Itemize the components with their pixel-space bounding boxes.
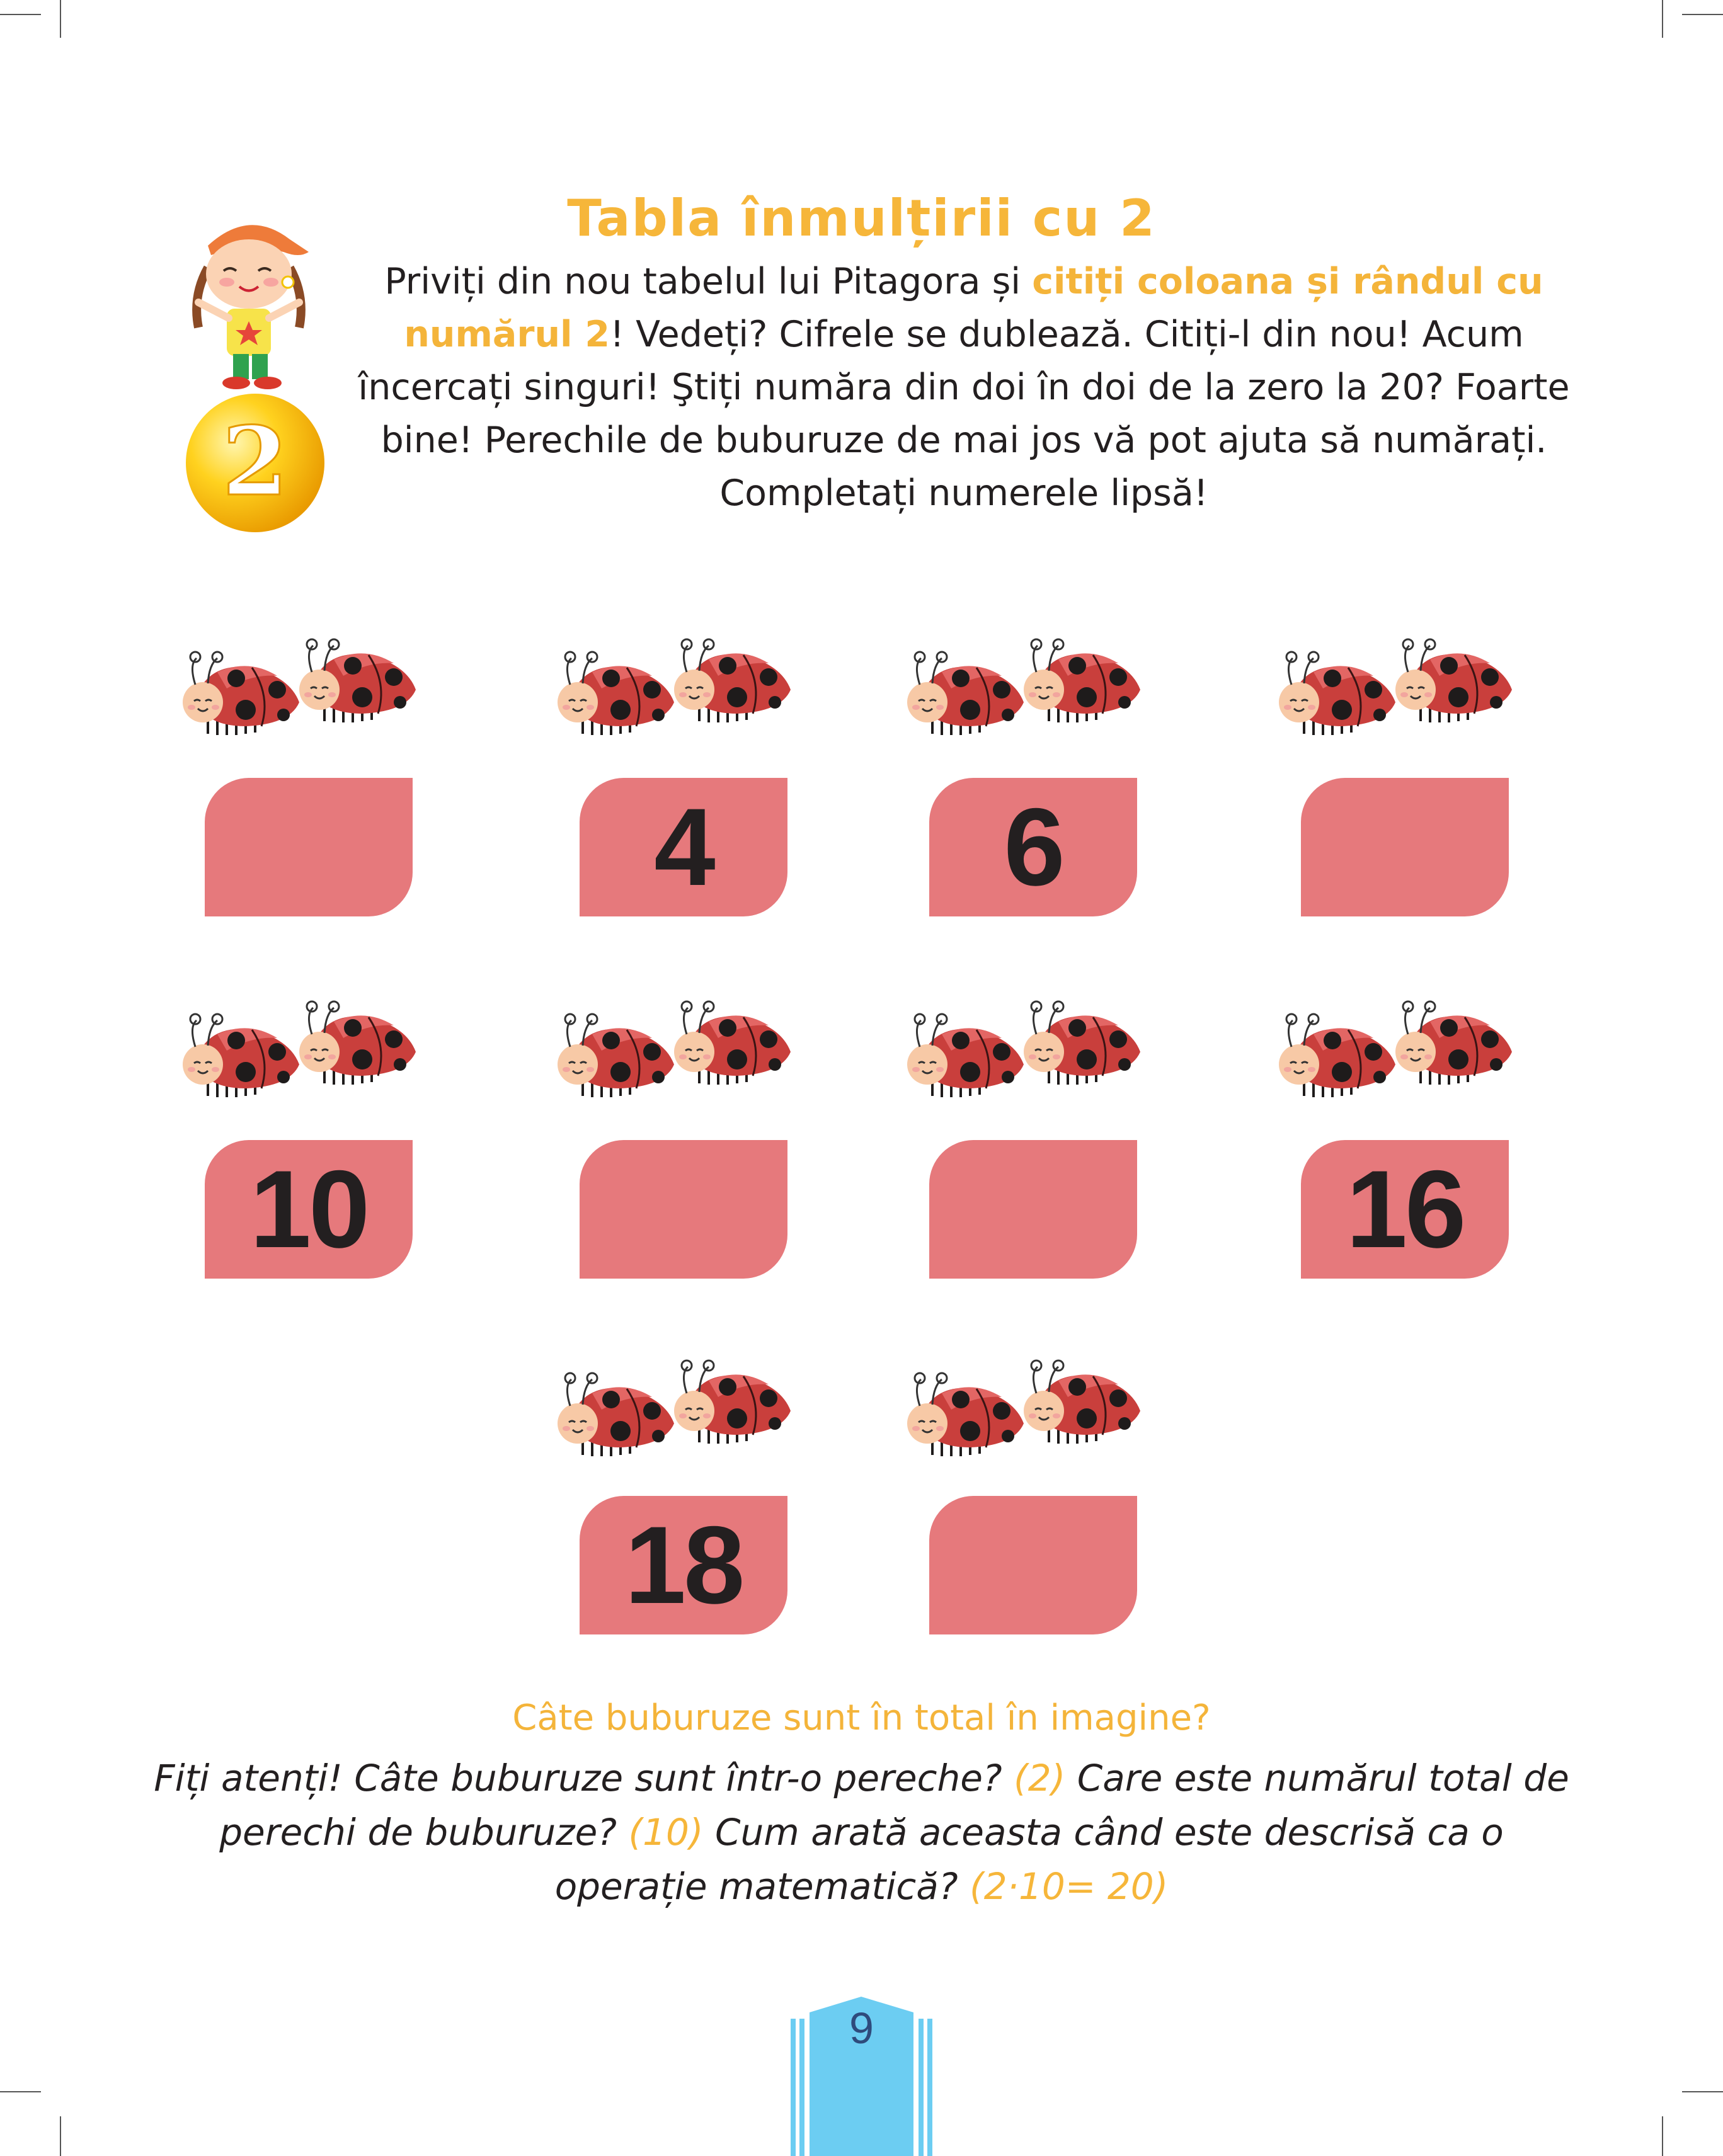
answer-value: (2) xyxy=(1014,1757,1066,1800)
crop-mark xyxy=(1682,14,1723,15)
girl-on-ball-illustration xyxy=(180,208,337,535)
answer-text: Cum arată aceasta când este descrisă ca o operație matematică? xyxy=(554,1811,1504,1908)
answer-text: Care este numărul total de perechi de buburuze? xyxy=(219,1757,1569,1854)
intro-paragraph xyxy=(340,255,1588,520)
crop-mark xyxy=(0,2091,41,2092)
crop-mark xyxy=(1662,2116,1663,2156)
number-card: 16 xyxy=(1301,1140,1509,1279)
crop-mark xyxy=(0,14,41,15)
ball-number: 2 xyxy=(222,406,289,517)
number-card-empty[interactable] xyxy=(929,1496,1137,1634)
ladybug-pair xyxy=(554,1348,819,1474)
number-card: 18 xyxy=(580,1496,787,1634)
answer-value: (2·10= 20) xyxy=(970,1865,1169,1908)
intro-text: Priviți din nou tabelul lui Pitagora și xyxy=(384,261,1033,302)
number-card: 6 xyxy=(929,778,1137,916)
answer-text: Fiți atenți! Câte buburuze sunt într-o pereche? xyxy=(154,1757,1014,1800)
number-card: 4 xyxy=(580,778,787,916)
number-card-empty[interactable] xyxy=(929,1140,1137,1279)
crop-mark xyxy=(60,2116,61,2156)
ladybug-pair xyxy=(904,989,1169,1115)
ladybug-pair xyxy=(1276,989,1540,1115)
number-card-empty[interactable] xyxy=(1301,778,1509,916)
number-card-empty[interactable] xyxy=(205,778,413,916)
number-card-empty[interactable] xyxy=(580,1140,787,1279)
ladybug-pair xyxy=(180,627,444,753)
ladybug-pair xyxy=(1276,627,1540,753)
number-card: 10 xyxy=(205,1140,413,1279)
question-heading: Câte buburuze sunt în total în imagine? xyxy=(512,1697,1211,1738)
ladybug-pair xyxy=(904,627,1169,753)
intro-highlight: citiți coloana și rândul cu numărul 2 xyxy=(404,261,1543,355)
crop-mark xyxy=(1682,2091,1723,2092)
answers-paragraph xyxy=(151,1751,1572,1914)
page-title: Tabla înmulțirii cu 2 xyxy=(567,189,1156,248)
crop-mark xyxy=(60,0,61,38)
ladybug-pair xyxy=(554,989,819,1115)
answer-value: (10) xyxy=(628,1811,704,1854)
ladybug-pair xyxy=(180,989,444,1115)
crop-mark xyxy=(1662,0,1663,38)
intro-text: ! Vedeți? Cifrele se dublează. Citiți-l din nou! Acum încercați singuri! Ştiți număra din doi în doi de la zero la 20? Foarte bine! Perechile de buburuze de mai jos vă pot ajuta să numărați. Completați numerele lipsă! xyxy=(358,314,1570,514)
ladybug-pair xyxy=(904,1348,1169,1474)
page-number: 9 xyxy=(849,2004,874,2053)
ladybug-pair xyxy=(554,627,819,753)
